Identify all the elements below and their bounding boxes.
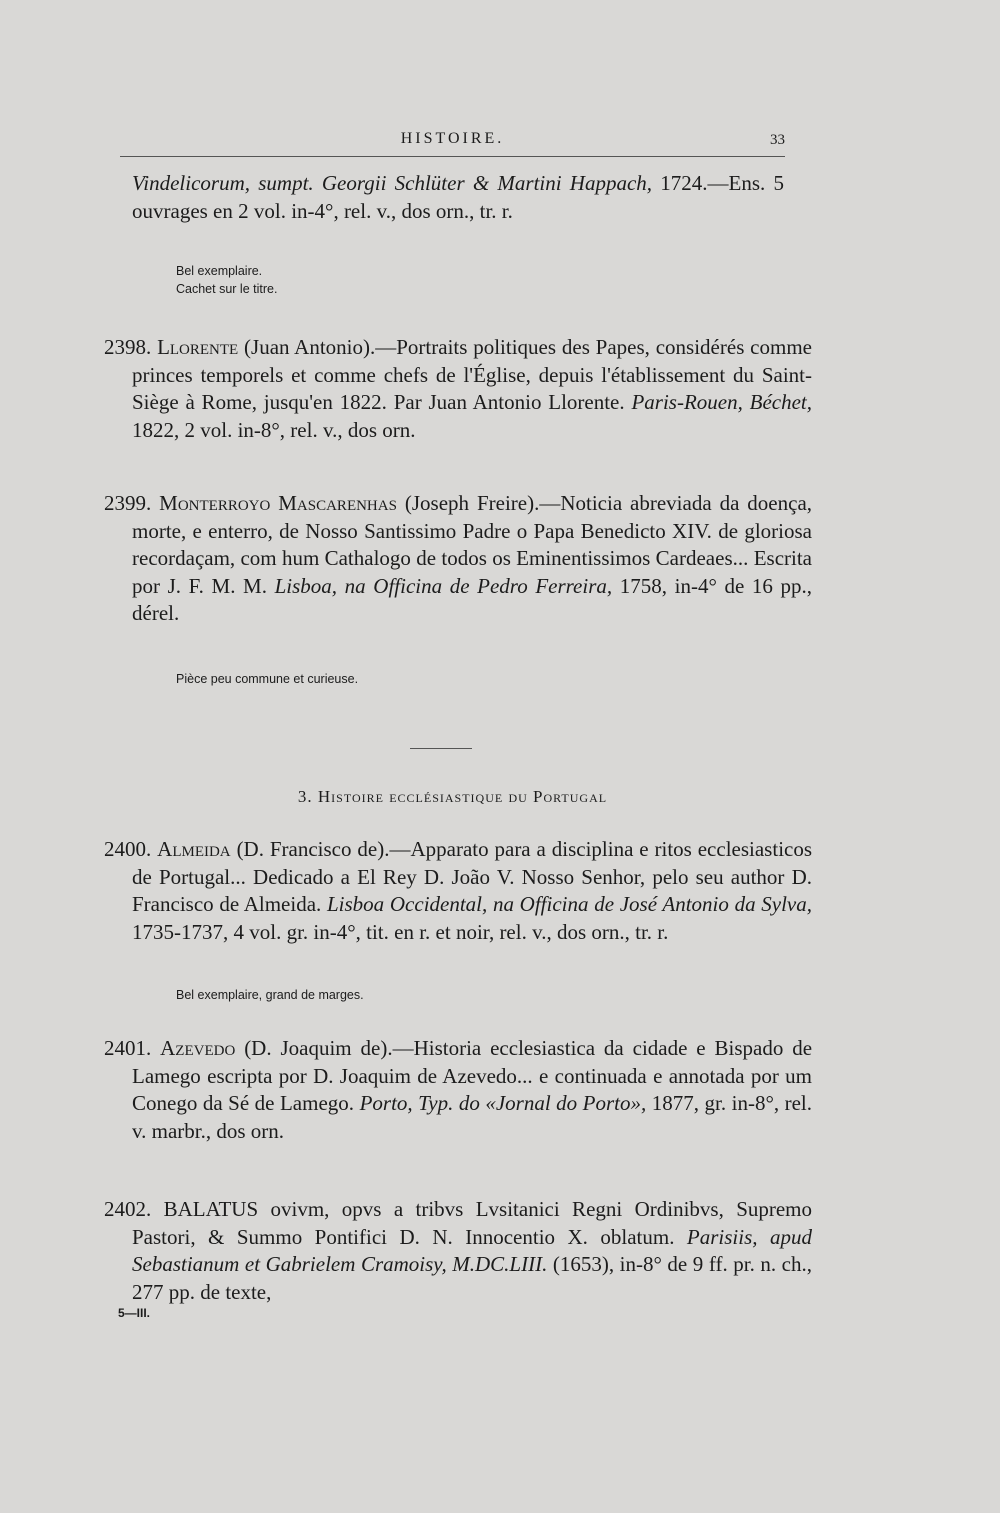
entry-number: 2399. <box>104 491 152 515</box>
note-cachet: Cachet sur le titre. <box>176 282 278 296</box>
entry-imprint: Lisboa Occidental, na Officina de José Antonio da Sylva, <box>327 892 813 916</box>
entry-author: BALATUS <box>163 1197 259 1221</box>
continued-entry <box>132 170 784 225</box>
continued-imprint: Vindelicorum, sumpt. Georgii Schlüter & Martini Happach, <box>132 171 653 195</box>
entry-author: Monterroyo Mascarenhas <box>159 491 397 515</box>
entry-rest: 1822, 2 vol. in-8°, rel. v., dos orn. <box>132 417 416 442</box>
entry-author: Azevedo <box>160 1036 236 1060</box>
running-header <box>120 130 785 157</box>
entry-text: (Joseph Freire).—Noticia abreviada da doença, morte, e enterro, de Nosso Santissimo Padre o Papa Benedicto XIV. de gloriosa recordaçam, com hum Cathalogo de todos os Eminentissimos Cardeaes... Escrita por J. F. M. M. <box>132 491 813 598</box>
entry-rest: 1877, gr. in-8°, rel. v. marbr., dos orn. <box>132 1091 813 1143</box>
note-bel-exemplaire: Bel exemplaire. <box>176 264 263 278</box>
entry-imprint: Paris-Rouen, Béchet, <box>631 390 813 414</box>
entry-rest: 1758, in-4° de 16 pp., dérel. <box>132 573 813 625</box>
entry-number: 2400. <box>104 837 152 861</box>
entry-2400 <box>104 836 812 946</box>
entry-number: 2401. <box>104 1036 152 1060</box>
entry-note: Pièce peu commune et curieuse. <box>176 672 359 686</box>
section-title: 3. Histoire ecclésiastique du Portugal <box>297 787 608 806</box>
entry-imprint: Lisboa, na Officina de Pedro Ferreira, <box>274 573 613 598</box>
entry-text: (D. Francisco de).—Apparato para a disciplina e ritos ecclesiasticos de Portugal... Dedicado a El Rey D. João V. Nosso Senhor, pelo seu author D. Francisco de Almeida. <box>132 837 813 916</box>
entry-number: 2398. <box>104 335 152 359</box>
entry-rest: (1653), in-8° de 9 ff. pr. n. ch., 277 pp. de texte, <box>132 1252 812 1304</box>
header-title: HISTOIRE. <box>400 130 505 147</box>
signature-mark: 5—III. <box>118 1306 151 1320</box>
entry-author: Almeida <box>157 837 231 861</box>
entry-2399 <box>104 490 812 628</box>
entry-imprint: Parisiis, apud Sebastianum et Gabrielem Cramoisy, M.DC.LIII. <box>132 1224 812 1276</box>
entry-rest: 1735-1737, 4 vol. gr. in-4°, tit. en r. et noir, rel. v., dos orn., tr. r. <box>132 919 669 944</box>
entry-2398 <box>104 334 812 444</box>
entry-2401 <box>104 1035 812 1145</box>
entry-number: 2402. <box>104 1197 152 1221</box>
entry-2402 <box>104 1196 812 1306</box>
continued-text: 1724.—Ens. 5 ouvrages en 2 vol. in-4°, rel. v., dos orn., tr. r. <box>132 171 785 223</box>
entry-note: Bel exemplaire, grand de marges. <box>176 988 364 1002</box>
entry-text: (Juan Antonio).—Portraits politiques des Papes, considérés comme princes temporels et comme chefs de l'Église, depuis l'établissement du Saint-Siège à Rome, jusqu'en 1822. Par Juan Antonio Llorente. <box>132 335 812 414</box>
entry-text: ovivm, opvs a tribvs Lvsitanici Regni Ordinibvs, Supremo Pastori, & Summo Pontifici D. N. Innocentio X. oblatum. <box>132 1197 813 1249</box>
section-divider <box>410 748 472 749</box>
entry-imprint: Porto, Typ. do «Jornal do Porto», <box>359 1091 647 1115</box>
entry-author: Llorente <box>157 335 239 359</box>
page-number: 33 <box>770 132 785 148</box>
entry-text: (D. Joaquim de).—Historia ecclesiastica da cidade e Bispado de Lamego escripta por D. Joaquim de Azevedo... e continuada e annotada por um Conego da Sé de Lamego. <box>132 1036 813 1115</box>
